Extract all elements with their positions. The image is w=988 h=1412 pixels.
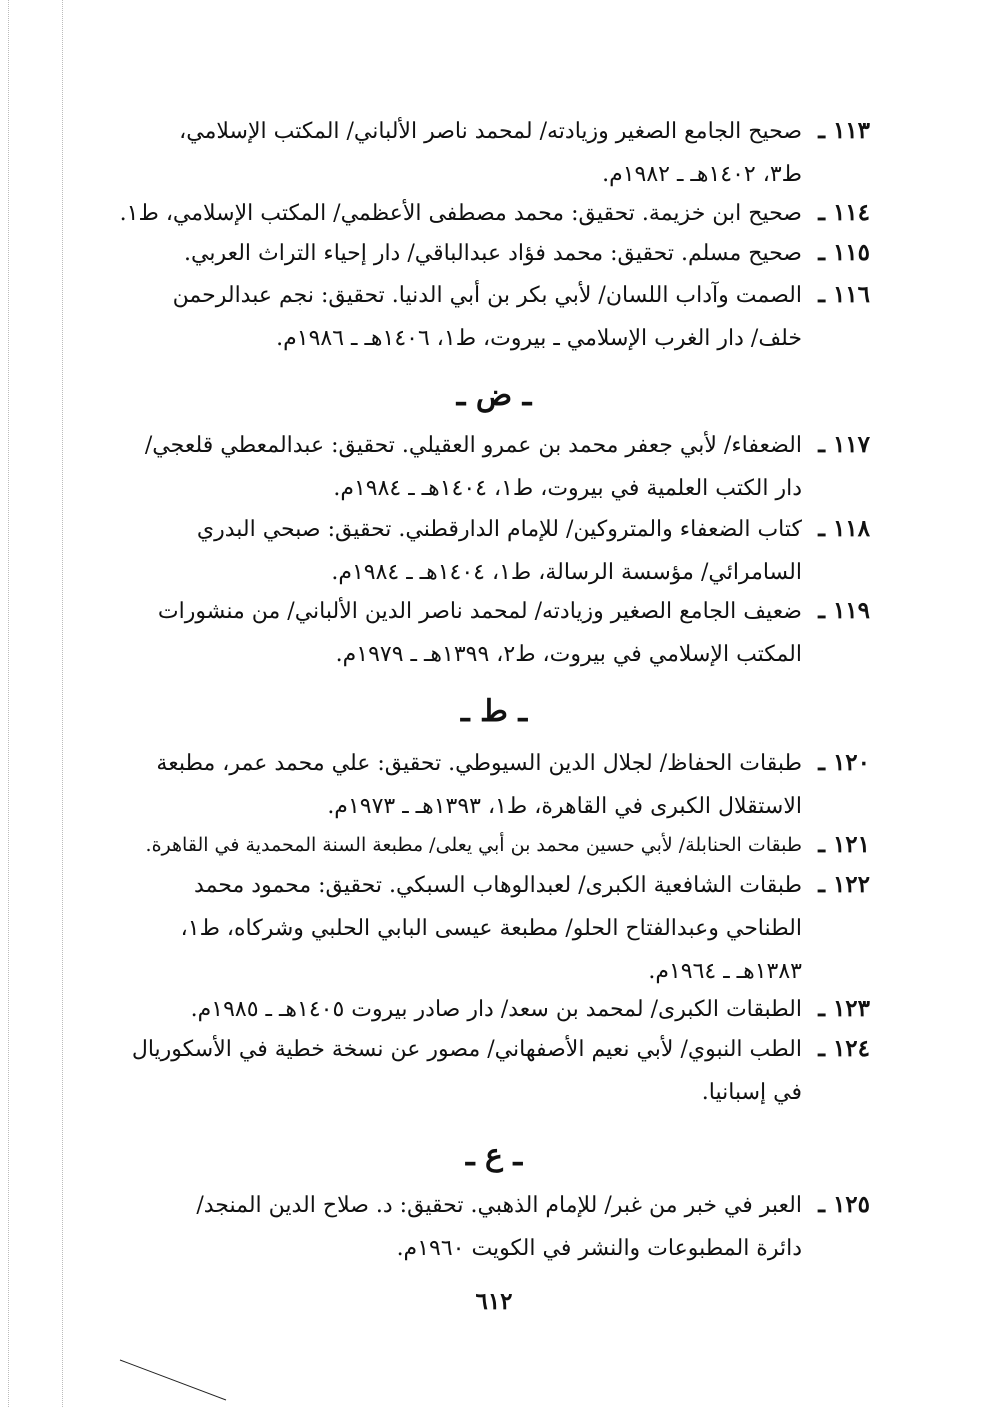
entry-line: طبقات الحفاظ/ لجلال الدين السيوطي. تحقيق: علي محمد عمر، مطبعة (156, 751, 802, 776)
entry-line: الضعفاء/ لأبي جعفر محمد بن عمرو العقيلي. تحقيق: عبدالمعطي قلعجي/ (144, 433, 802, 458)
entry-line: كتاب الضعفاء والمتروكين/ للإمام الدارقطني. تحقيق: صبحي البدري (196, 517, 802, 542)
bibliography-entry-121 (115, 824, 870, 867)
bibliography-entry-118 (115, 508, 870, 594)
entry-number: ١١٥ ـ (818, 239, 870, 266)
entry-number: ١١٤ ـ (818, 199, 870, 226)
section-heading: ـ ع ـ (465, 1138, 523, 1173)
bibliography-entry-119 (115, 590, 870, 676)
scan-pen-mark (118, 1352, 228, 1412)
entry-line: خلف/ دار الغرب الإسلامي ـ بيروت، ط١، ١٤٠٦هـ ـ ١٩٨٦م. (276, 326, 802, 351)
bibliography-entry-122 (115, 864, 870, 993)
entry-line: العبر في خبر من غبر/ للإمام الذهبي. تحقيق: د. صلاح الدين المنجد/ (196, 1193, 802, 1218)
entry-line: طبقات الحنابلة/ لأبي حسين محمد بن أبي يعلى/ مطبعة السنة المحمدية في القاهرة. (145, 834, 802, 856)
section-heading: ـ ض ـ (456, 378, 532, 413)
entry-line: طبقات الشافعية الكبرى/ لعبدالوهاب السبكي. تحقيق: محمود محمد (194, 873, 802, 898)
section-heading: ـ ط ـ (460, 694, 528, 729)
entry-line: المكتب الإسلامي في بيروت، ط٢، ١٣٩٩هـ ـ ١٩٧٩م. (335, 642, 802, 667)
entry-line: الطب النبوي/ لأبي نعيم الأصفهاني/ مصور عن نسخة خطية في الأسكوريال (131, 1037, 802, 1062)
entry-line: صحيح ابن خزيمة. تحقيق: محمد مصطفى الأعظمي/ المكتب الإسلامي، ط١. (119, 201, 802, 226)
entry-number: ١١٧ ـ (818, 431, 870, 458)
entry-number: ١١٩ ـ (818, 597, 870, 624)
entry-number: ١٢١ ـ (818, 831, 870, 858)
entry-number: ١٢٣ ـ (818, 995, 870, 1022)
entry-number: ١٢٥ ـ (818, 1191, 870, 1218)
entry-line: دار الكتب العلمية في بيروت، ط١، ١٤٠٤هـ ـ ١٩٨٤م. (333, 476, 802, 501)
entry-line: الطبقات الكبرى/ لمحمد بن سعد/ دار صادر بيروت ١٤٠٥هـ ـ ١٩٨٥م. (190, 997, 802, 1022)
bibliography-entry-115 (115, 232, 870, 275)
entry-line: الطناحي وعبدالفتاح الحلو/ مطبعة عيسى البابي الحلبي وشركاه، ط١، (180, 916, 802, 941)
entry-line: صحيح مسلم. تحقيق: محمد فؤاد عبدالباقي/ دار إحياء التراث العربي. (184, 241, 802, 266)
entry-number: ١٢٢ ـ (818, 871, 870, 898)
entry-line: ط٣، ١٤٠٢هـ ـ ١٩٨٢م. (602, 162, 802, 187)
entry-line: في إسبانيا. (701, 1080, 802, 1105)
entry-number: ١١٨ ـ (818, 515, 870, 542)
entry-line: ضعيف الجامع الصغير وزيادته/ لمحمد ناصر الدين الألباني/ من منشورات (157, 599, 802, 624)
entry-line: السامرائي/ مؤسسة الرسالة، ط١، ١٤٠٤هـ ـ ١٩٨٤م. (331, 560, 802, 585)
entry-line: ١٣٨٣هـ ـ ١٩٦٤م. (648, 959, 802, 984)
bibliography-entry-116 (115, 274, 870, 360)
entry-line: الاستقلال الكبرى في القاهرة، ط١، ١٣٩٣هـ ـ ١٩٧٣م. (327, 794, 802, 819)
entry-line: صحيح الجامع الصغير وزيادته/ لمحمد ناصر الألباني/ المكتب الإسلامي، (179, 119, 802, 144)
bibliography-entry-124 (115, 1028, 870, 1114)
entry-line: دائرة المطبوعات والنشر في الكويت ١٩٦٠م. (396, 1236, 802, 1261)
bibliography-entry-120 (115, 742, 870, 828)
entry-number: ١٢٠ ـ (818, 749, 870, 776)
entry-number: ١١٣ ـ (818, 117, 870, 144)
entry-number: ١١٦ ـ (818, 281, 870, 308)
bibliography-entry-114 (115, 192, 870, 235)
page-number: ٦١٢ (475, 1288, 513, 1315)
entry-number: ١٢٤ ـ (818, 1035, 870, 1062)
entry-line: الصمت وآداب اللسان/ لأبي بكر بن أبي الدنيا. تحقيق: نجم عبدالرحمن (172, 283, 802, 308)
bibliography-entry-125 (115, 1184, 870, 1270)
bibliography-entry-123 (115, 988, 870, 1031)
bibliography-entry-113 (115, 110, 870, 196)
bibliography-entry-117 (115, 424, 870, 510)
